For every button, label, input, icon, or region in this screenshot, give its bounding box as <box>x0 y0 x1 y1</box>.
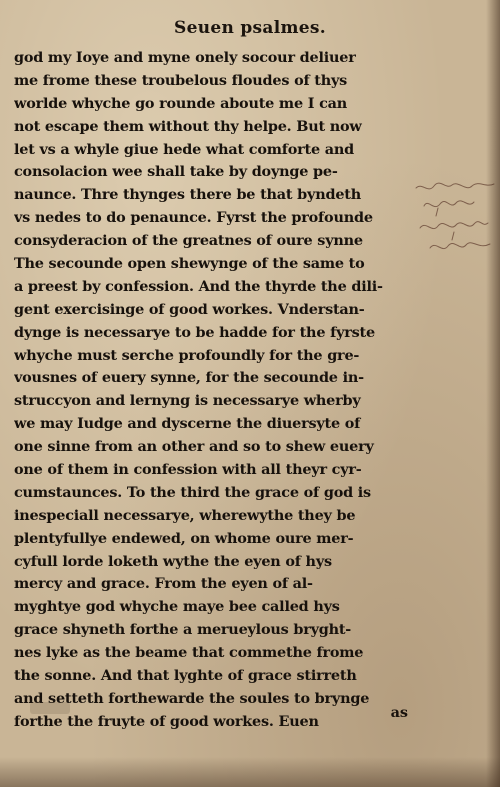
text-line: worlde whyche go rounde aboute me I can <box>14 94 348 112</box>
text-line: consolacion wee shall take by doynge pe- <box>14 163 338 181</box>
text-line: dynge is necessarye to be hadde for the fyrste <box>14 323 375 341</box>
text-line: cyfull lorde loketh wythe the eyen of hys <box>14 552 332 570</box>
text-line: consyderacion of the greatnes of oure synne <box>14 232 363 250</box>
text-line: grace shyneth forthe a merueylous bryght- <box>14 621 352 639</box>
text-line: not escape them without thy helpe. But now <box>14 117 362 135</box>
text-line: The secounde open shewynge of the same to <box>14 255 365 273</box>
text-line: cumstaunces. To the third the grace of god is <box>14 483 371 501</box>
running-head: Seuen psalmes. <box>174 18 326 38</box>
text-line: gent exercisinge of good workes. Vnderstan- <box>14 300 365 318</box>
page-bottom-shadow <box>0 757 500 787</box>
text-line: naunce. Thre thynges there be that byndeth <box>14 186 361 204</box>
text-line: one sinne from an other and so to shew euery <box>14 438 374 456</box>
text-line: me frome these troubelous floudes of thys <box>14 71 348 89</box>
text-line: mercy and grace. From the eyen of al- <box>14 575 313 593</box>
text-line: forthe the fruyte of good workes. Euen <box>14 712 319 730</box>
text-line: inespeciall necessarye, wherewythe they be <box>14 506 356 524</box>
body-text <box>14 47 414 734</box>
text-line: we may Iudge and dyscerne the diuersyte of <box>14 415 361 433</box>
text-line: nes lyke as the beame that commethe frome <box>14 644 364 662</box>
text-line: vs nedes to do penaunce. Fyrst the profounde <box>14 209 373 227</box>
text-line: let vs a whyle giue hede what comforte and <box>14 140 354 158</box>
catchword: as <box>390 704 408 721</box>
text-line: struccyon and lernyng is necessarye wherby <box>14 392 361 410</box>
text-line: a preest by confession. And the thyrde the dili- <box>14 277 383 295</box>
text-line: whyche must serche profoundly for the gre- <box>14 346 360 364</box>
ink-offset-mark <box>30 702 70 714</box>
page-edge-shadow <box>486 0 500 787</box>
text-line: vousnes of euery synne, for the secounde in- <box>14 369 364 387</box>
text-line: plentyfullye endewed, on whome oure mer- <box>14 529 354 547</box>
text-line: myghtye god whyche maye bee called hys <box>14 598 340 616</box>
text-line: the sonne. And that lyghte of grace stirreth <box>14 667 357 685</box>
text-line: and setteth forthewarde the soules to brynge <box>14 689 370 707</box>
text-line: one of them in confession with all theyr cyr- <box>14 461 362 479</box>
text-line: god my Ioye and myne onely socour deliuer <box>14 49 356 66</box>
